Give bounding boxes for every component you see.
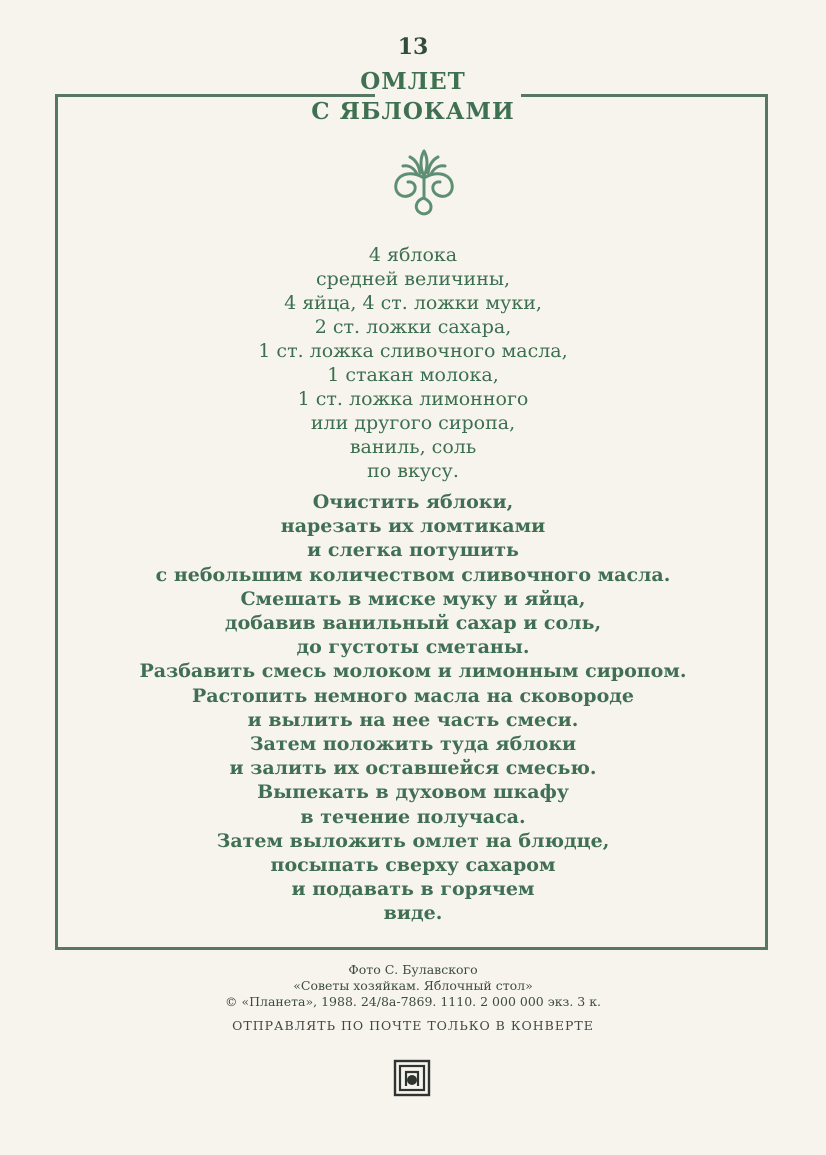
instruction-line: Растопить немного масла на сковороде	[192, 684, 634, 707]
recipe-title	[0, 67, 826, 127]
ingredient-line: по вкусу.	[367, 460, 459, 482]
ingredients-list	[0, 243, 826, 483]
instruction-line: Затем положить туда яблоки	[249, 733, 577, 756]
instruction-line: Очистить яблоки,	[312, 491, 514, 513]
ingredient-line: 1 ст. ложка лимонного	[297, 388, 529, 410]
ingredient-line: 1 ст. ложка сливочного масла,	[258, 340, 568, 362]
instruction-line: посыпать сверху сахаром	[270, 854, 556, 877]
ingredient-line: 4 яблока	[368, 244, 458, 266]
ingredient-line: ваниль, соль	[349, 436, 477, 458]
instruction-line: и вылить на нее часть смеси.	[247, 708, 579, 731]
instruction-line: Выпекать в духовом шкафу	[257, 781, 569, 804]
instruction-line: добавив ванильный сахар и соль,	[224, 612, 602, 635]
ingredient-line: 1 стакан молока,	[327, 364, 499, 386]
floral-ornament-icon	[386, 142, 462, 220]
instruction-line: Затем выложить омлет на блюдце,	[216, 829, 610, 852]
instruction-line: с небольшим количеством сливочного масла.	[155, 563, 671, 586]
photo-credit: Фото С. Булавского	[348, 962, 478, 977]
instruction-line: нарезать их ломтиками	[280, 515, 546, 538]
instruction-line: виде.	[383, 902, 443, 925]
instruction-line: и залить их оставшейся смесью.	[229, 757, 597, 780]
publisher-info: © «Планета», 1988. 24/8а-7869. 1110. 2 000 000 экз. 3 к.	[224, 994, 601, 1009]
ingredient-line: средней величины,	[315, 268, 511, 290]
instruction-line: до густоты сметаны.	[296, 636, 530, 659]
series-title: «Советы хозяйкам. Яблочный стол»	[293, 978, 533, 993]
ingredient-line: или другого сиропа,	[310, 412, 516, 434]
mail-note: ОТПРАВЛЯТЬ ПО ПОЧТЕ ТОЛЬКО В КОНВЕРТЕ	[232, 1018, 594, 1033]
instruction-line: и слегка потушить	[307, 539, 519, 562]
publisher-logo-icon	[392, 1058, 432, 1098]
ingredient-line: 2 ст. ложки сахара,	[314, 316, 512, 338]
ingredient-line: 4 яйца, 4 ст. ложки муки,	[284, 292, 542, 314]
instruction-line: в течение получаса.	[300, 805, 526, 828]
publication-footer	[0, 962, 826, 1010]
recipe-title-line-2: С ЯБЛОКАМИ	[311, 98, 515, 125]
recipe-title-line-1: ОМЛЕТ	[360, 68, 466, 95]
instructions-text	[0, 490, 826, 926]
instruction-line: и подавать в горячем	[291, 878, 535, 901]
instruction-line: Разбавить смесь молоком и лимонным сиропом.	[139, 660, 687, 683]
instruction-line: Смешать в миске муку и яйца,	[240, 587, 586, 610]
page-number: 13	[397, 34, 429, 60]
